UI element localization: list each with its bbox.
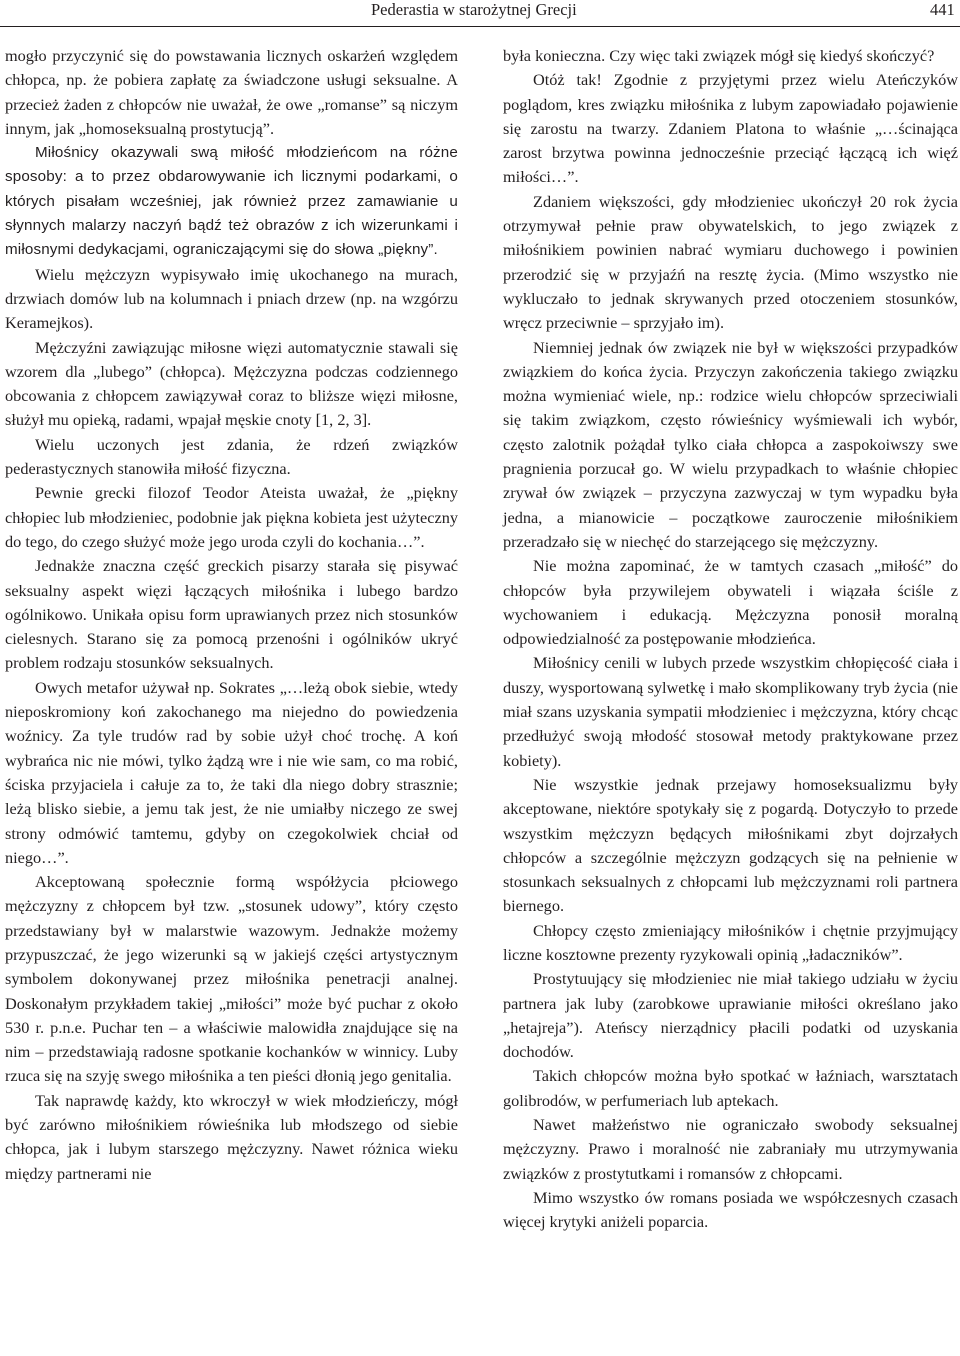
paragraph: Prostytuujący się młodzieniec nie miał takiego udziału w życiu partnera jak luby (zarobkowe uprawianie miłości określano jako „hetajreja”). Ateńscy nierządnicy płacili podatki od uzyskania dochodów. <box>503 969 958 1062</box>
paragraph: Tak naprawdę każdy, kto wkroczył w wiek młodzieńczy, mógł być zarówno miłośnikiem rówieśnika lub młodszego od siebie chłopca, jak i lubym starszego mężczyzny. Nawet różnica wieku między partnerami nie <box>5 1090 458 1183</box>
paragraph: Zdaniem większości, gdy młodzieniec ukończył 20 rok życia otrzymywał pełnie praw obywatelskich, to jego związek z miłośnikiem powinien nabrać wymiaru duchowego i powinien przerodzić się w przyjaźń na resztę życia. (Mimo wszystko nie wykluczało to jednak skrywanych przed otoczeniem stosunków, wręcz przeciwnie – sprzyjało im). <box>503 191 958 333</box>
paragraph: Niemniej jednak ów związek nie był w większości przypadków związkiem do końca życia. Przyczyn zakończenia takiego związku można wymieniać wiele, np.: rodzice wielu chłopców sprzeciwiali się takim związkom, często rówieśnicy wyśmiewali ich wybór, często zalotnik pożądał tylko ciała chłopca a zaspokoiwszy swe pragnienia porzucał go. W wielu przypadkach to właśnie chłopiec zrywał ów związek – przyczyna zazwyczaj w tym wypadku była jedna, a mianowicie – początkowe zauroczenie miłośnikiem przeradzało się w niechęć do starzejącego się mężczyzny. <box>503 337 958 551</box>
paragraph: Miłośnicy cenili w lubych przede wszystkim chłopięcość ciała i duszy, wysportowaną sylwetkę i mało skomplikowany tryb życia (nie miał szans uzyskania sympatii młodzieniec i mężczyzna, który chcąc przedłużyć swoją młodość stosował metody praktykowane przez kobiety). <box>503 653 958 770</box>
paragraph: Wielu mężczyzn wypisywało imię ukochanego na murach, drzwiach domów lub na kolumnach i pniach drzew (np. na wzgórzu Keramejkos). <box>5 264 458 333</box>
paragraph: Mimo wszystko ów romans posiada we współczesnych czasach więcej krytyki aniżeli poparcia. <box>503 1187 958 1232</box>
paragraph: była konieczna. Czy więc taki związek mógł się kiedyś skończyć? <box>503 46 935 65</box>
paragraph: Miłośnicy okazywali swą miłość młodzieńcom na różne sposoby: a to przez obdarowywanie ich licznymi podarkami, o których pisałam wcześniej, jak również przez zamawianie u słynnych malarzy naczyń bądź też obrazów z ich wizerunkami i miłosnymi dedykacjami, ograniczającymi się do słowa „piękny”. <box>5 144 458 259</box>
paragraph: Mężczyźni zawiązując miłosne więzi automatycznie stawali się wzorem dla „lubego” (chłopca). Mężczyzna podczas codziennego obcowania z chłopcem zawiązywał coraz to bliższe więzi miłosne, służył mu opieką, radami, wpajał męskie cnoty [1, 2, 3]. <box>5 337 458 430</box>
paragraph: Takich chłopców można było spotkać w łaźniach, warsztatach golibrodów, w perfumeriach lub aptekach. <box>503 1066 958 1110</box>
right-column <box>503 44 958 1235</box>
paragraph: Pewnie grecki filozof Teodor Ateista uważał, że „piękny chłopiec lub młodzieniec, podobnie jak piękna kobieta jest użyteczny do tego, do czego służyć może jego uroda czyli do kochania…”. <box>5 483 458 551</box>
paragraph: Akceptowaną społecznie formą współżycia płciowego mężczyzny z chłopcem był tzw. „stosunek udowy”, który często przedstawiany był w malarstwie wazowym. Jednakże możemy przypuszczać, że jego wizerunki są w jakiejś części artystycznym symbolem dokonywanej przez miłośnika penetracji analnej. Doskonałym przykładem takiej „miłości” może być puchar z około 530 r. p.n.e. Puchar ten – a właściwie malowidła znajdujące się na nim – przedstawiają radosne spotkanie kochanków w winnicy. Luby rzuca się na szyję swego miłośnika a ten pieści dłonią jego genitalia. <box>5 872 458 1086</box>
left-column <box>5 44 458 1186</box>
header-rule <box>0 26 960 27</box>
running-title: Pederastia w starożytnej Grecji <box>371 0 577 19</box>
paragraph: Nie wszystkie jednak przejawy homoseksualizmu były akceptowane, niektóre spotykały się z pogardą. Dotyczyło to przede wszystkim mężczyzn będących miłośnikami zbyt dojrzałych chłopców a szczególnie mężczyzn godzących się na pełnienie w stosunkach seksualnych z chłopcami lub mężczyznami roli partnera biernego. <box>503 774 958 916</box>
paragraph: Jednakże znaczna część greckich pisarzy starała się pisywać seksualny aspekt więzi łączących miłośnika i lubego bardzo ogólnikowo. Unikała opisu form uprawianych przez nich stosunków cielesnych. Starano się za pomocą przenośni i ogólników ukryć problem rodzaju stosunków seksualnych. <box>5 556 458 673</box>
paragraph: Otóż tak! Zgodnie z przyjętymi przez wielu Ateńczyków poglądom, kres związku miłośnika z lubym zapowiadało pojawienie się zarostu na twarzy. Zdaniem Platona to właśnie „…ścinająca zarost brzytwa powinna jednocześnie przeciąć łączącą ich więź miłości…”. <box>503 70 958 187</box>
paragraph: Wielu uczonych jest zdania, że rdzeń związków pederastycznych stanowiła miłość fizyczna. <box>5 434 458 479</box>
page-number: 441 <box>930 0 955 19</box>
paragraph: Nawet małżeństwo nie ograniczało swobody seksualnej mężczyzny. Prawo i moralność nie zabraniały mu utrzymywania związków z prostytutkami i romansów z chłopcami. <box>503 1115 958 1183</box>
paragraph: mogło przyczynić się do powstawania licznych oskarżeń względem chłopca, np. że pobiera zapłatę za świadczone usługi seksualne. A przecież żaden z chłopców nie uważał, że owe „romanse” są niczym innym, jak „homoseksualną prostytucją”. <box>5 46 458 138</box>
paragraph: Chłopcy często zmieniający miłośników i chętnie przyjmujący liczne kosztowne prezenty ryzykowali opinią „ładaczników”. <box>503 920 958 964</box>
running-header <box>0 0 960 26</box>
paragraph: Owych metafor używał np. Sokrates „…leżą obok siebie, wtedy nieposkromiony koń zakochanego ma niejedno do powiedzenia woźnicy. Za tyle trudów rad by sobie użył choć trochę. A koń wybrańca nic nie mówi, tylko żądzą wre i nie wie sam, co ma robić, ściska przyjaciela i całuje za to, że taki dla niego dobry strasznie; leżą blisko siebie, a jemu tak jest, że nie umiałby niczego ze swej strony odmówić tamtemu, gdyby on czegokolwiek chciał od niego…”. <box>5 677 458 867</box>
paragraph: Nie można zapominać, że w tamtych czasach „miłość” do chłopców była przywilejem obywateli i wiązała ściśle z wychowaniem i edukacją. Mężczyzna ponosił moralną odpowiedzialność za postępowanie młodzieńca. <box>503 556 958 649</box>
